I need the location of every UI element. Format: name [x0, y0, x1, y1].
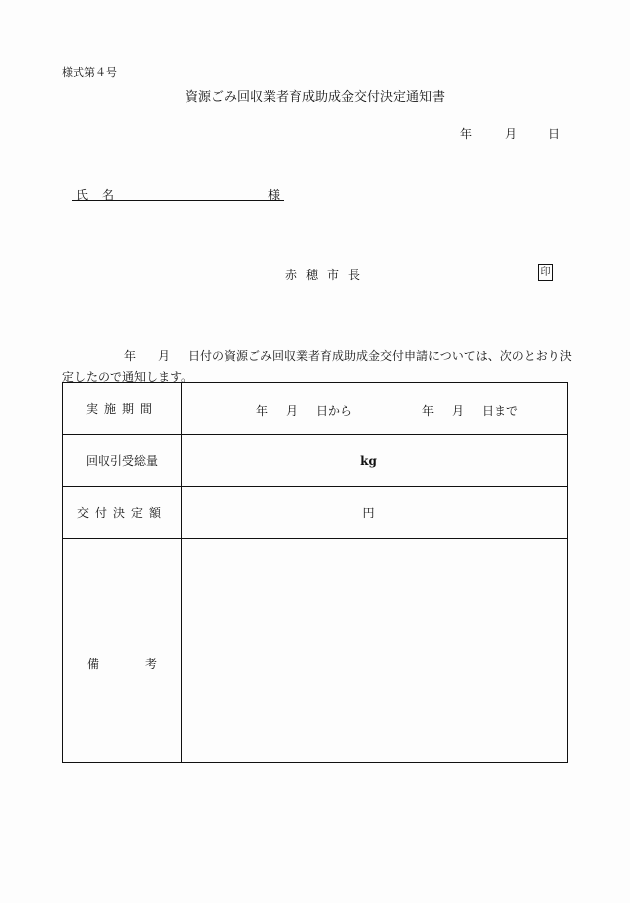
period-from-day: 日から	[316, 404, 353, 418]
grant-label: 交付決定額	[63, 487, 182, 539]
seal-stamp: 印	[538, 264, 553, 281]
decision-table	[62, 382, 568, 763]
date-day-label: 日	[548, 127, 561, 141]
document-title: 資源ごみ回収業者育成助成金交付決定通知書	[184, 90, 445, 105]
body-text: 日付の資源ごみ回収業者育成助成金交付申請については、次のとおり決定したので通知します。	[62, 349, 572, 384]
period-to-year: 年	[422, 404, 435, 418]
remarks-label-1: 備	[87, 657, 100, 671]
table-row-remarks	[63, 539, 568, 763]
table-row-grant	[63, 487, 568, 539]
remarks-value	[182, 539, 568, 763]
remarks-label-2: 考	[144, 657, 157, 671]
honorific: 様	[268, 188, 281, 202]
grant-value	[182, 487, 568, 539]
amount-label: 回収引受総量	[63, 435, 182, 487]
remarks-label-cell	[63, 539, 182, 763]
grant-unit: 円	[362, 506, 375, 520]
name-label: 氏名	[76, 188, 129, 202]
period-from-year: 年	[256, 404, 269, 418]
period-to-day: 日まで	[482, 404, 519, 418]
table-row-amount	[63, 435, 568, 487]
date-year-label: 年	[460, 127, 473, 141]
table-row-period	[63, 383, 568, 435]
period-label: 実施期間	[63, 383, 182, 435]
body-month: 月	[158, 349, 171, 363]
period-value	[182, 383, 568, 435]
amount-value	[182, 435, 568, 487]
name-underline	[72, 200, 284, 201]
period-from-month: 月	[286, 404, 299, 418]
form-number: 様式第４号	[62, 66, 117, 79]
body-year: 年	[124, 349, 137, 363]
period-to-month: 月	[452, 404, 465, 418]
amount-unit: kg	[360, 453, 377, 468]
issuer-title: 赤穂市長	[285, 268, 370, 282]
date-month-label: 月	[505, 127, 518, 141]
